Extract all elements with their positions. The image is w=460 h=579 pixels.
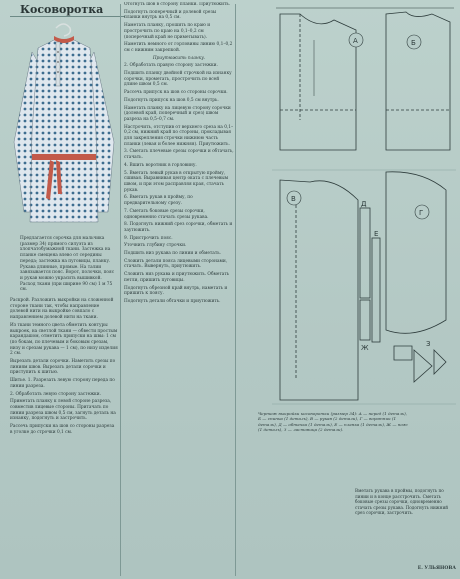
title-rule xyxy=(10,16,125,17)
shirt-illustration xyxy=(10,22,118,228)
paragraph: Наметить немного от горловины линию 0,1–0,2 см с нижним закрепкой. xyxy=(124,42,233,53)
paragraph: Отогнуть шов в сторону планки. Приутюжить. xyxy=(124,2,231,7)
piece-label-front: А xyxy=(353,37,358,45)
paragraph: 3. Сметать плечевые срезы сорочки и обтачать, стачать. xyxy=(124,149,234,161)
paragraph: Сложить низ рукава и приутюжить. Обметать петли, пришить пуговицы. xyxy=(124,272,230,283)
intro-text: Предлагается сорочка для мальчика (размер 34) прямого силуэта из хлопчатобумажной ткани. Застежка на планке смещена влево от середины переда; застежка на пуговицы, планку. Рукава длинные, прямые. На талии завязывается пояс. Ворот, полочки, пояс и рукав можно украсить вышивкой. Расход ткани (при ширине 90 см) 1 м 75 см. xyxy=(20,236,115,293)
piece-label-placket: Е xyxy=(374,230,379,238)
paragraph: Подогнуть обрезной край внутрь, наметать и пришить к поясу. xyxy=(124,285,228,297)
piece-label-belt: Ж xyxy=(361,344,369,352)
page-title: Косоворотка xyxy=(20,3,104,16)
piece-label-sleeve: В xyxy=(291,195,296,203)
paragraph: Подшить планку двойной строчкой на изнанку сорочки, прометать, прострочить по всей длине швом 0,5 см. xyxy=(124,71,232,88)
paragraph: Наметать планку на лицевую сторону сорочки (долевой край, поперечный и срез) швом разреза на 0,5–0,7 см. xyxy=(124,105,231,122)
paragraph: 8. Подогнуть нижний срез сорочки, обметать и заутюжить. xyxy=(124,222,233,233)
paragraph: Приметать планку к левой стороне разреза, совместив лицевые стороны. Притачать по линии разреза швом 0,5 см, загнуть деталь на изнанку, подогнуть и застрочить. xyxy=(10,399,116,422)
paragraph: Из ткани темного цвета обметить контуры выкроек, на светлой ткани — обвести простым карандашом, отметить припуски на швы: 1 см (по бокам, по плечевым и боковым срезам, низу и срезам рукава — 1 см), по низу изделия 2 см. xyxy=(10,322,118,357)
column-divider xyxy=(120,4,121,576)
paragraph: Приутюжить планку. xyxy=(152,55,206,61)
instructions-column-2 xyxy=(124,2,234,574)
paragraph: 2. Обработать правую сторону застежки. xyxy=(124,63,218,69)
paragraph: 7. Сметать боковые срезы сорочки, одновременно стачать срезы рукава. xyxy=(124,208,209,220)
paragraph: Уточнить глубину строчки. xyxy=(124,243,187,249)
paragraph: Шитье. 1. Разрезать левую сторону переда по линии разреза. xyxy=(10,378,115,389)
piece-label-collar: Г xyxy=(419,209,424,217)
paragraph: Подогнуть поперечный и долевой срезы планки внутрь на 0,5 см. xyxy=(124,9,217,21)
paragraph: Настрочить, отступив от верхнего среза на 0,1–0,2 см, нижний край по стороны, прокладывая для закрепления строчки нижнюю часть планки (левая и более нижняя). Приутюжить. xyxy=(124,124,234,147)
piece-label-gusset: З xyxy=(426,340,431,348)
paragraph: 2. Обработать левую сторону застежки. xyxy=(10,391,101,397)
paragraph: Рассечь припуски на шов со стороны разреза в уголке до строчки 0,1 см. xyxy=(10,424,115,435)
piece-label-facing: Д xyxy=(361,200,367,208)
paragraph: 9. Пристрочить пояс. xyxy=(124,235,173,241)
paragraph: Раскрой. Разложить выкройки на сложенной стороне ткани так, чтобы направление долевой нити на выкройке совпало с направлением долевой нити на ткани. xyxy=(10,298,114,321)
paragraph: 5. Вметать левый рукав в открытую пройму, сшивая. Выравнивая центр оката с плечевым швом, и при этом расправляя края, стачать рукав. xyxy=(124,170,229,193)
paragraph: Подогнуть припуск на шов 0,5 см внутрь. xyxy=(124,97,219,103)
paragraph: Наметать планку, прошить по краю и прострочить по краю на 0,1–0,2 см (поперечный край не приметывать). xyxy=(124,23,211,40)
pattern-legend: Чертеж выкройки косоворотки (размер 34): А — перед (1 деталь), Б — спинка (1 деталь), В — рукав (2 детали), Г — воротник (1 деталь), Д — обтачка (1 деталь), Е — планка (1 деталь), Ж — пояс (1 деталь), З — ластовица (2 детали). xyxy=(258,411,408,432)
paragraph: Рассечь припуск на шов со стороны сорочки. xyxy=(124,90,228,96)
paragraph: 6. Вметать рукав в пройму, по предварительному срезу. xyxy=(124,195,193,207)
paragraph: Вырезать детали сорочки. Наметить срезы по линиям швов. Вырезать детали сорочки и приступить к шитью. xyxy=(10,359,116,376)
instructions-column-1 xyxy=(10,298,118,437)
piece-label-back: Б xyxy=(411,39,416,47)
paragraph: Подшить низ рукава по линии и обметать. xyxy=(124,251,221,257)
paragraph: 4. Вшить воротник в горловину. xyxy=(124,162,197,168)
paragraph: Подогнуть детали обтачки и приутюжить. xyxy=(124,298,221,304)
assembly-note: Вметать рукава в проймы, подогнуть по линии и в конце расстрочить. Сметать боковые срезы сорочки, одновременно стачать срезы рукава. Подогнуть нижний срез сорочки, застрочить. xyxy=(355,488,449,516)
author-signature: Е. УЛЬЯНОВА xyxy=(417,566,456,571)
paragraph: Сложить детали пояса лицевыми сторонами, стачать. Вывернуть, приутюжить. xyxy=(124,258,228,270)
